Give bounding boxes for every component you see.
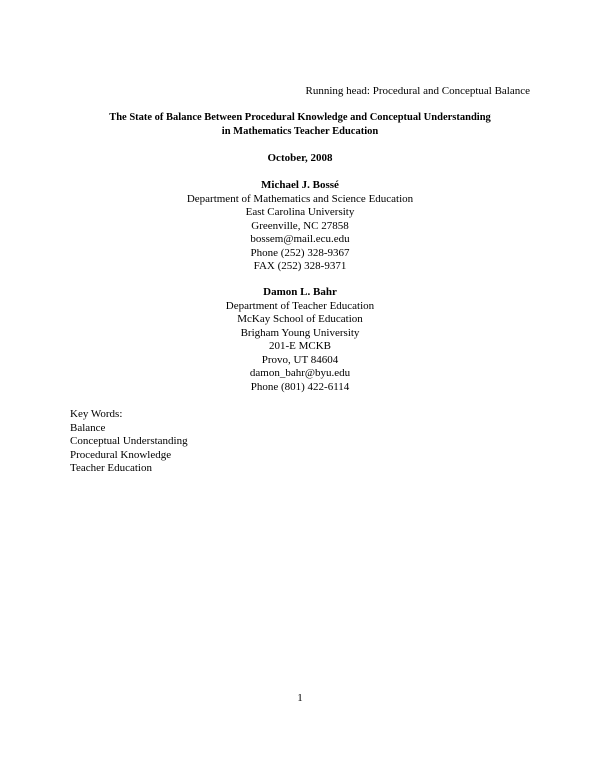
author-phone: Phone (252) 328-9367 xyxy=(250,246,350,259)
running-head: Running head: Procedural and Conceptual Balance xyxy=(305,85,530,97)
paper-title xyxy=(0,111,600,138)
author-department: Department of Teacher Education xyxy=(225,299,375,312)
paper-date: October, 2008 xyxy=(267,152,333,164)
page-number: 1 xyxy=(297,692,303,704)
keywords-section xyxy=(70,408,188,476)
author-phone: Phone (801) 422-6114 xyxy=(250,380,350,393)
author-office: 201-E MCKB xyxy=(268,340,332,352)
author-city: Greenville, NC 27858 xyxy=(251,219,349,232)
author-name: Damon L. Bahr xyxy=(263,286,337,298)
author-block-1 xyxy=(0,179,600,274)
keyword-item: Balance xyxy=(70,421,106,434)
keyword-item: Conceptual Understanding xyxy=(70,435,188,447)
author-department: Department of Mathematics and Science Education xyxy=(186,192,414,205)
author-university: Brigham Young University xyxy=(240,326,360,339)
author-block-2 xyxy=(0,286,600,394)
keyword-item: Teacher Education xyxy=(70,462,152,474)
keyword-item: Procedural Knowledge xyxy=(70,448,172,461)
title-line-1: The State of Balance Between Procedural Knowledge and Conceptual Understanding xyxy=(109,112,491,123)
author-university: East Carolina University xyxy=(245,206,355,218)
author-city: Provo, UT 84604 xyxy=(261,353,339,366)
title-line-2: in Mathematics Teacher Education xyxy=(221,125,379,137)
author-email: bossem@mail.ecu.edu xyxy=(250,233,350,245)
keywords-heading: Key Words: xyxy=(70,408,123,420)
author-school: McKay School of Education xyxy=(237,313,363,325)
author-name: Michael J. Bossé xyxy=(261,179,339,191)
author-email: damon_bahr@byu.edu xyxy=(249,367,351,379)
author-fax: FAX (252) 328-9371 xyxy=(253,260,347,272)
